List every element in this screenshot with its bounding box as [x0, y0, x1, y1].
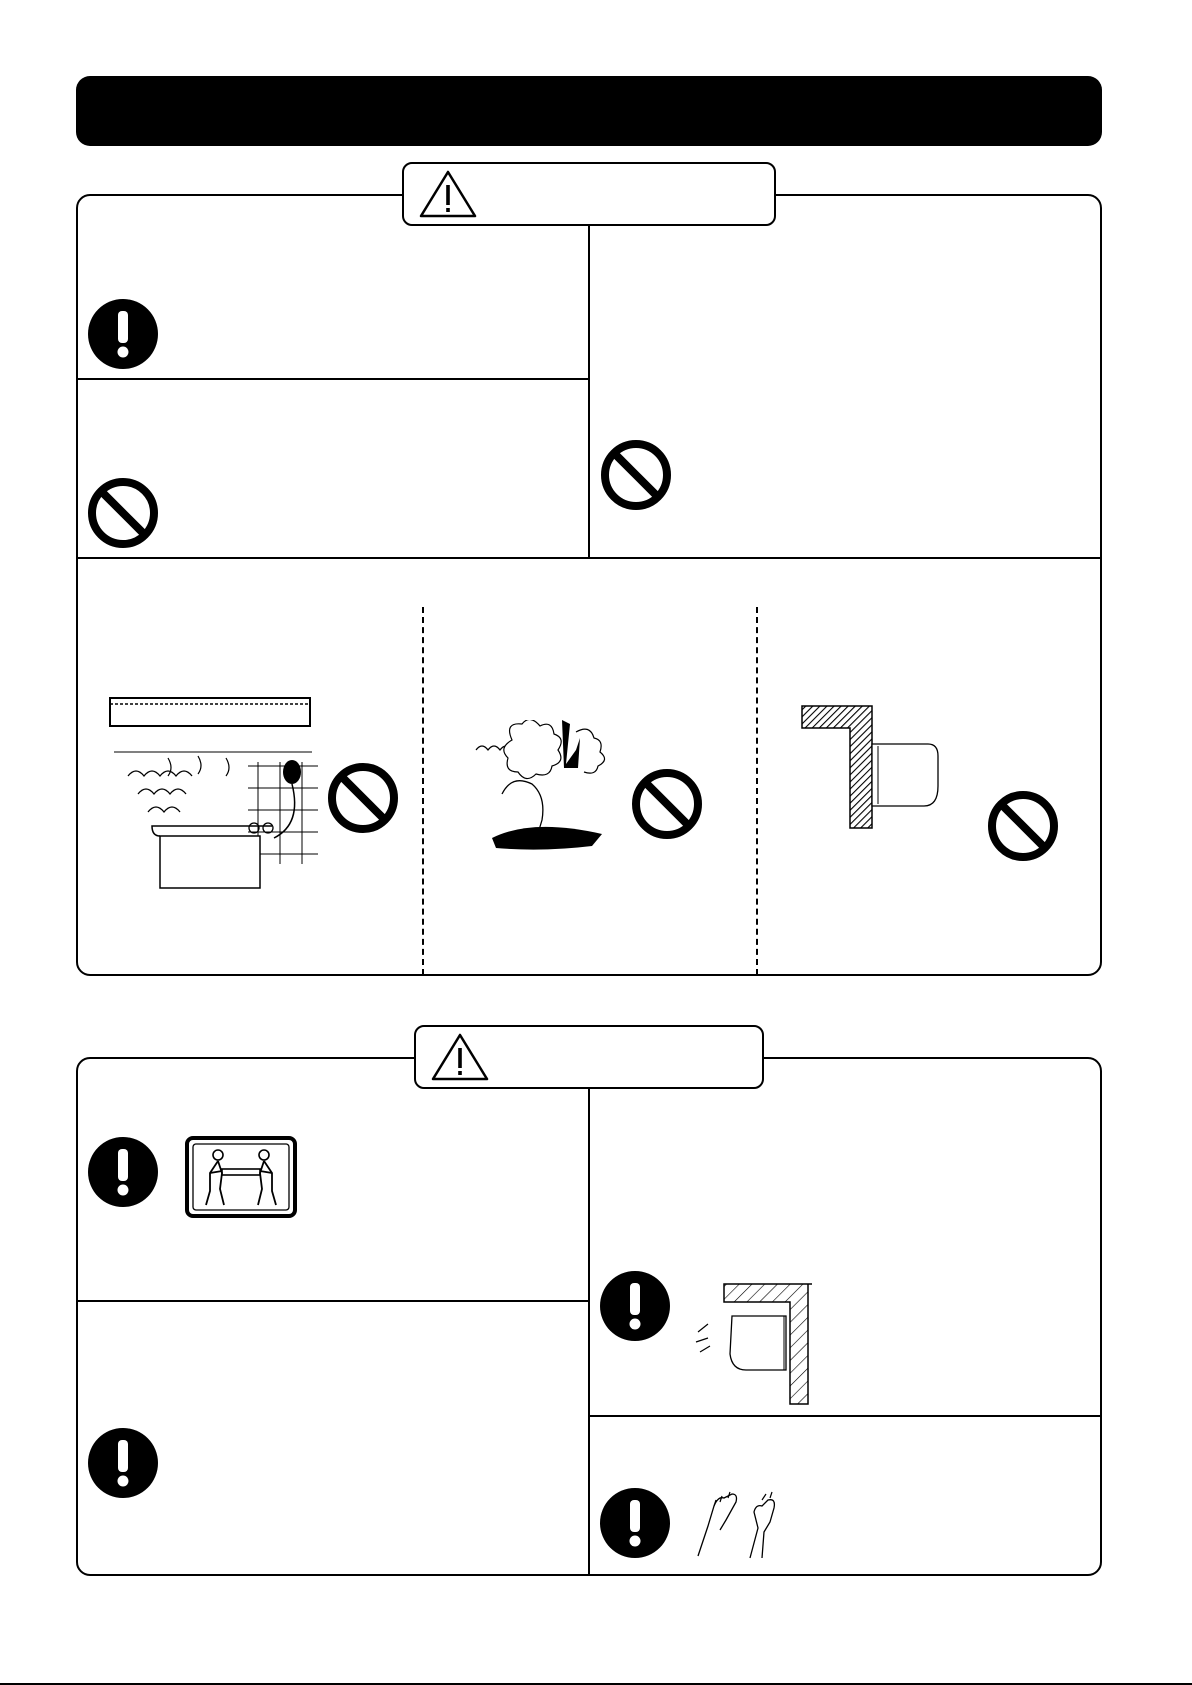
title-bar [76, 76, 1102, 146]
prohibition-icon [600, 439, 672, 511]
divider [422, 607, 424, 975]
exclamation-circle-icon [87, 1427, 159, 1499]
divider [589, 1415, 1101, 1417]
caution-label-lower [414, 1025, 764, 1089]
warning-triangle-icon [430, 1032, 490, 1082]
divider [756, 607, 758, 975]
two-person-carry-illustration [184, 1135, 298, 1219]
exclamation-circle-icon [87, 298, 159, 370]
wall-mounted-unit-illustration [800, 704, 940, 830]
exclamation-circle-icon [87, 1136, 159, 1208]
divider [77, 557, 1101, 559]
prohibition-icon [987, 790, 1059, 862]
gloves-illustration [694, 1488, 784, 1560]
divider [588, 1088, 590, 1575]
warning-triangle-icon [418, 169, 478, 219]
smoke-person-illustration [472, 720, 622, 850]
prohibition-icon [327, 762, 399, 834]
caution-label-upper [402, 162, 776, 226]
divider [77, 378, 589, 380]
exclamation-circle-icon [599, 1487, 671, 1559]
wall-clearance-illustration [692, 1280, 812, 1406]
divider [77, 1300, 589, 1302]
bathroom-steam-illustration [108, 696, 318, 896]
prohibition-icon [87, 477, 159, 549]
exclamation-circle-icon [599, 1270, 671, 1342]
divider [588, 224, 590, 558]
prohibition-icon [631, 768, 703, 840]
